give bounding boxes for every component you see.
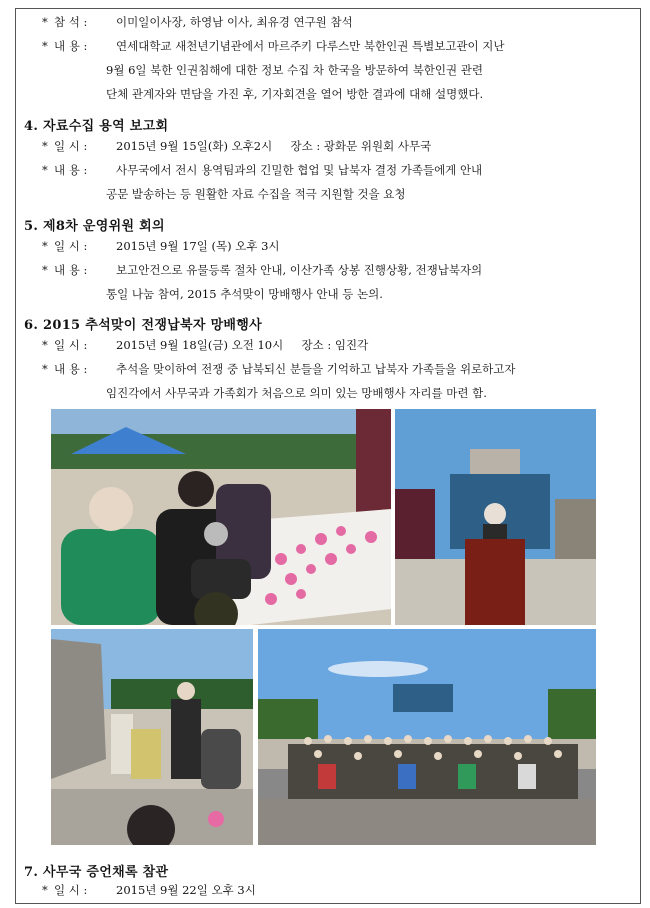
top-content-line2: 9월 6일 북한 인권침해에 대한 정보 수집 차 한국을 방문하여 북한인권 관련 [106, 63, 484, 77]
s4-date-line: * 일 시 : 2015년 9월 15일(화) 오후2시 장소 : 광화문 위원회 사무국 [42, 139, 432, 153]
s7-date-line: * 일 시 : 2015년 9월 22일 오후 3시 [42, 883, 256, 897]
top-content-line3: 단체 관계자와 면담을 가진 후, 기자회견을 열어 방한 결과에 대해 설명했다. [106, 87, 484, 101]
s4-content-line2: 공문 발송하는 등 원활한 자료 수집을 적극 지원할 것을 요청 [106, 187, 406, 201]
section-4-title: 4. 자료수집 용역 보고회 [24, 119, 169, 134]
s5-content-line2: 통일 나눔 참여, 2015 추석맞이 망배행사 안내 등 논의. [106, 287, 383, 301]
photo-flowers [51, 409, 391, 625]
s5-date-line: * 일 시 : 2015년 9월 17일 (목) 오후 3시 [42, 239, 280, 253]
photo-monument [51, 629, 253, 845]
photo-speech-image [395, 409, 596, 625]
s6-content-line2: 임진각에서 사무국과 가족회가 처음으로 의미 있는 망배행사 자리를 마련 함. [106, 386, 487, 400]
s5-content-line: * 내 용 : 보고안건으로 유물등록 절차 안내, 이산가족 상봉 진행상황, 전쟁납북자의 [42, 263, 483, 277]
photo-speech [395, 409, 596, 625]
photo-group-image [258, 629, 596, 845]
document-page [15, 8, 641, 904]
s6-date-line: * 일 시 : 2015년 9월 18일(금) 오전 10시 장소 : 임진각 [42, 338, 369, 352]
s6-content-line: * 내 용 : 추석을 맞이하여 전쟁 중 납북되신 분들을 기억하고 납북자 가족들을 위로하고자 [42, 362, 516, 376]
photo-monument-image [51, 629, 253, 845]
photo-flowers-image [51, 409, 391, 625]
attend-line: * 참 석 : 이미일이사장, 하영남 이사, 최유경 연구원 참석 [42, 15, 353, 29]
section-5-title: 5. 제8차 운영위원 회의 [24, 219, 165, 234]
top-content-line: * 내 용 : 연세대학교 새천년기념관에서 마르주키 다루스만 북한인권 특별보고관이 지난 [42, 39, 505, 53]
section-6-title: 6. 2015 추석맞이 전쟁납북자 망배행사 [24, 318, 263, 333]
photo-group [258, 629, 596, 845]
section-7-title: 7. 사무국 증언채록 참관 [24, 865, 169, 880]
s4-content-line: * 내 용 : 사무국에서 전시 용역팀과의 긴밀한 협업 및 납북자 결정 가족들에게 안내 [42, 163, 483, 177]
